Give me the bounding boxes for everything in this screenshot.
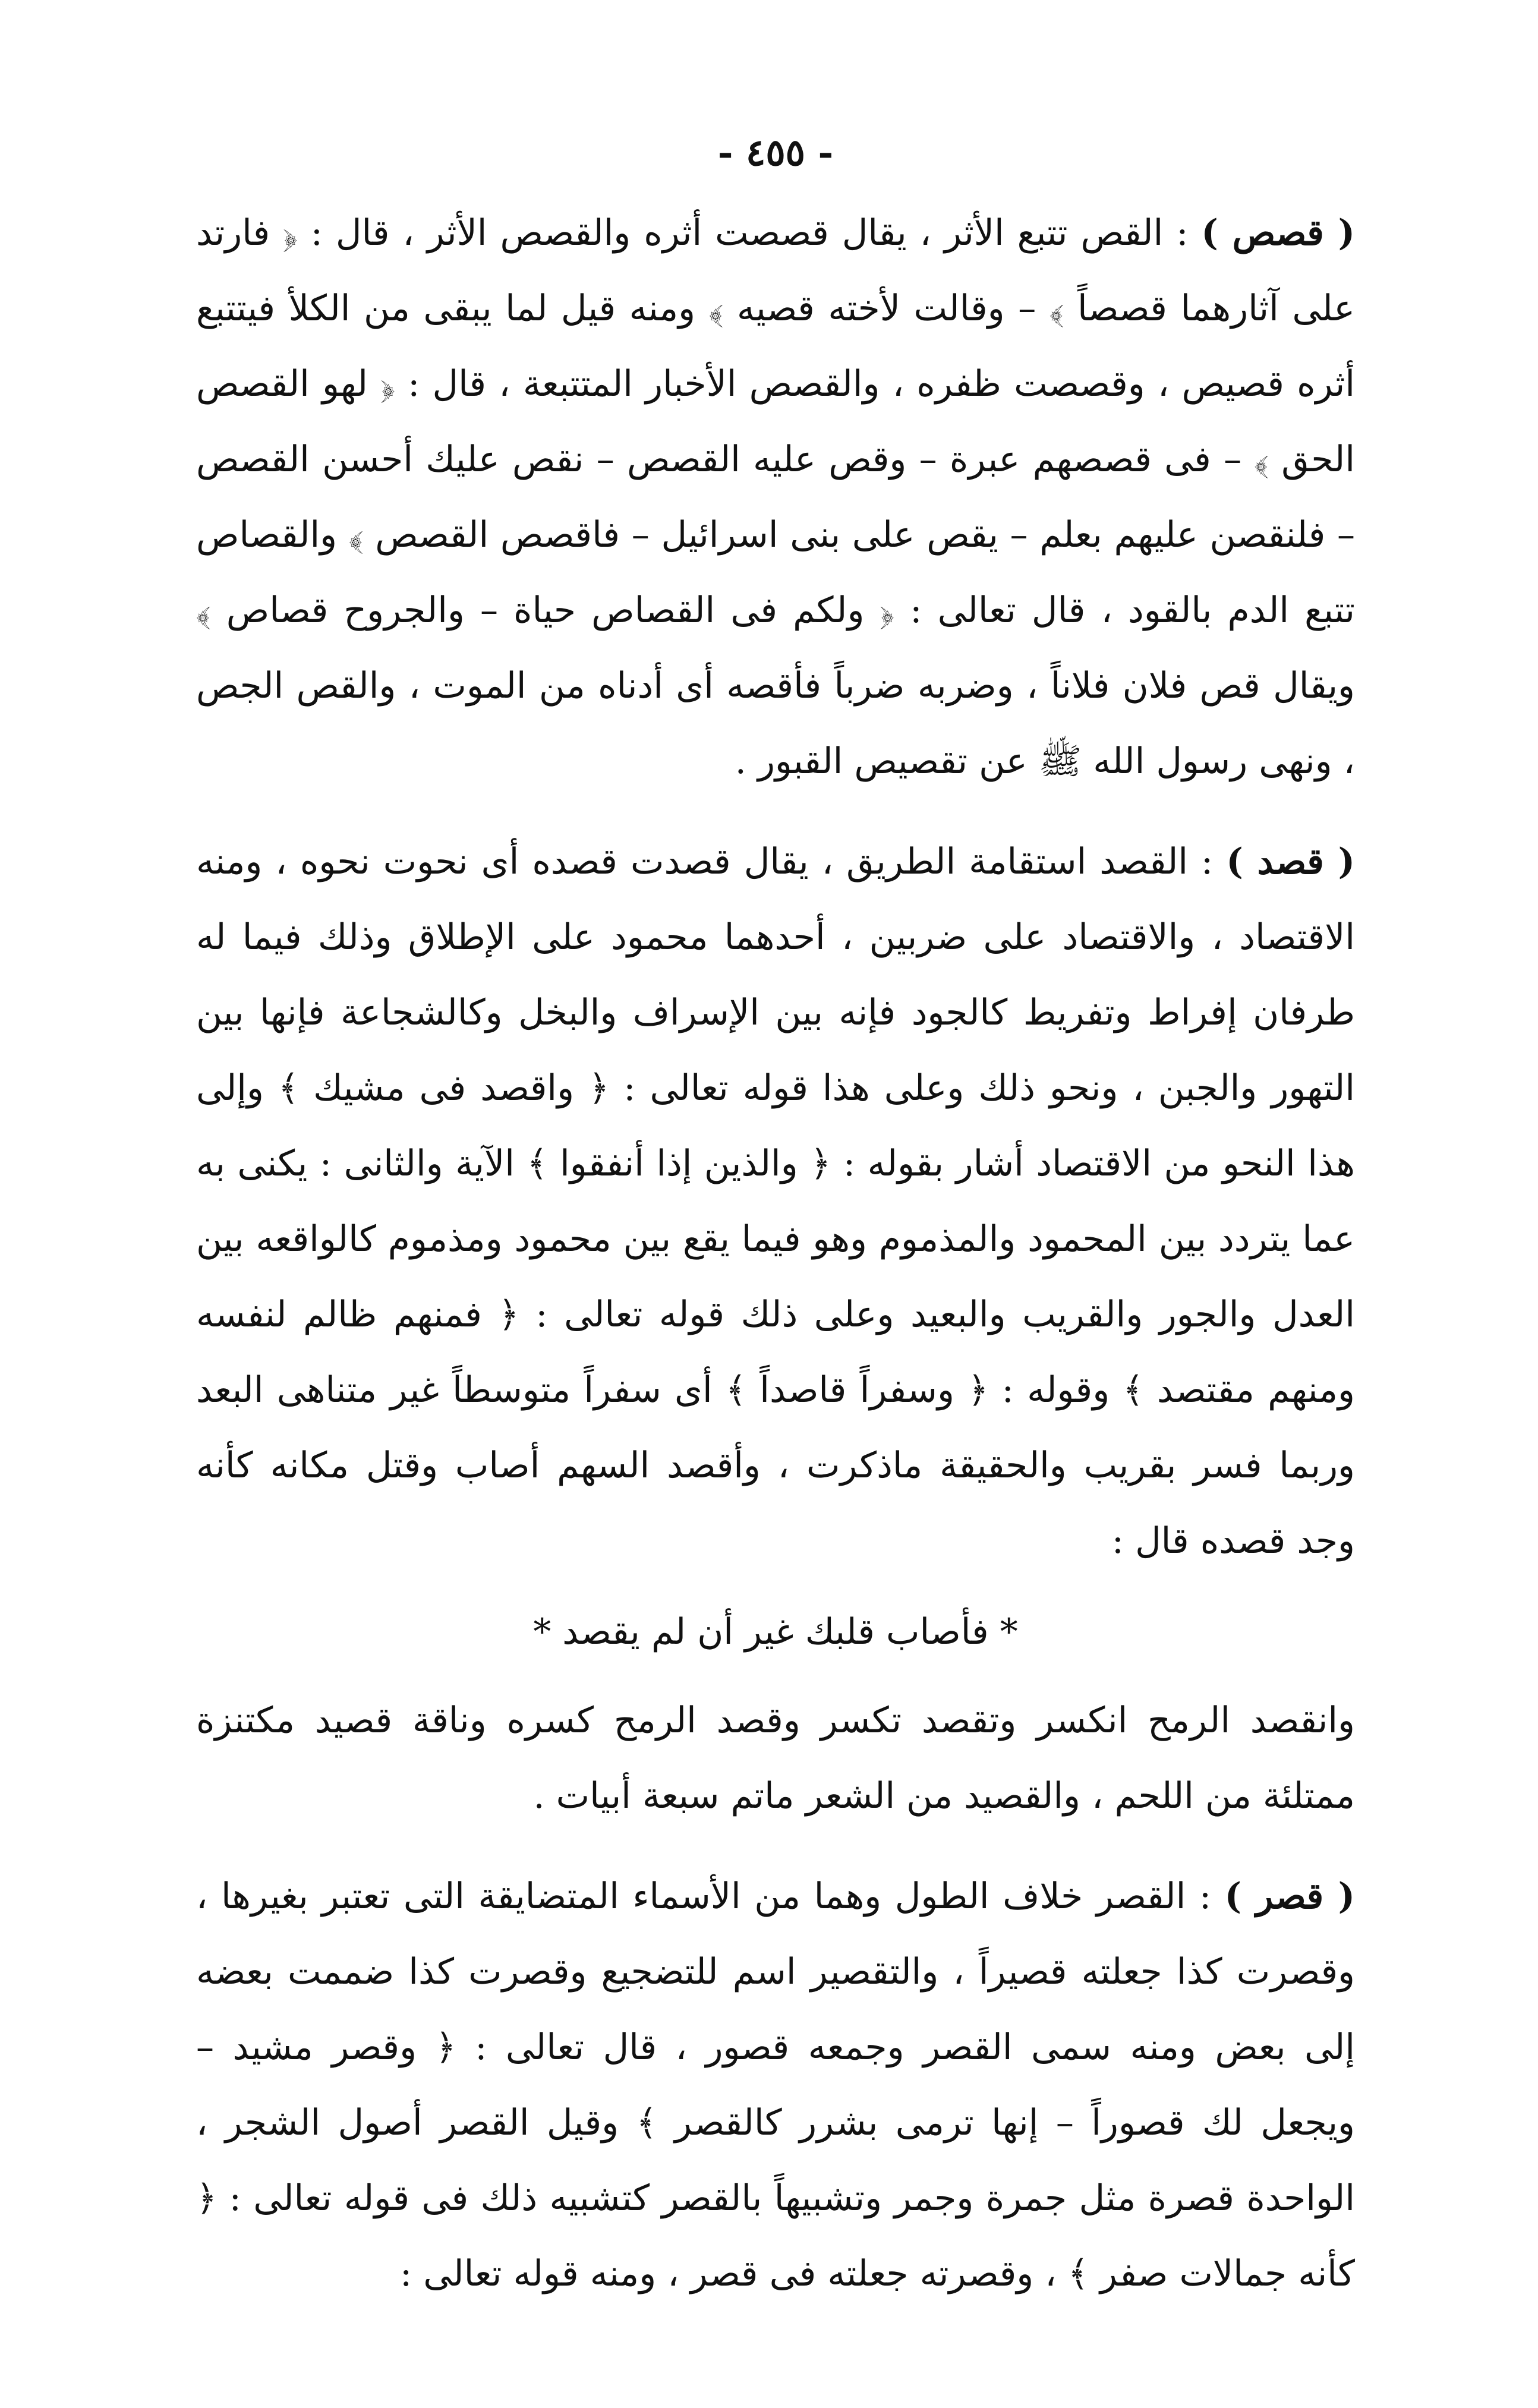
entry-qsd (196, 824, 1355, 1579)
entry-qss (196, 196, 1355, 799)
document-page (196, 131, 1355, 2330)
entry-qsd-text: : القصد استقامة الطريق ، يقال قصدت قصده أى نحوت نحوه ، ومنه الاقتصاد ، والاقتصاد على ضربين ، أحدهما محمود على الإطلاق وذلك فيما له طرفان إفراط وتفريط كالجود فإنه بين الإسراف والبخل وكالشجاعة فإنها بين التهور والجبن ، ونحو ذلك وعلى هذا قوله تعالى : ﴿ واقصد فى مشيك ﴾ وإلى هذا النحو من الاقتصاد أشار بقوله : ﴿ والذين إذا أنفقوا ﴾ الآية والثانى : يكنى به عما يتردد بين المحمود والمذموم وهو فيما يقع بين محمود ومذموم كالواقعه بين العدل والجور والقريب والبعيد وعلى ذلك قوله تعالى : ﴿ فمنهم ظالم لنفسه ومنهم مقتصد ﴾ وقوله : ﴿ وسفراً قاصداً ﴾ أى سفراً متوسطاً غير متناهى البعد وربما فسر بقريب والحقيقة ماذكرت ، وأقصد السهم أصاب وقتل مكانه كأنه وجد قصده قال : (196, 841, 1355, 1562)
entry-qsr (196, 1859, 1355, 2312)
headword-qss: ( قصص ) (1201, 212, 1355, 254)
headword-qsr: ( قصر ) (1224, 1876, 1355, 1917)
page-number: - ٤٥٥ - (717, 131, 834, 174)
entry-qsd-continuation: وانقصد الرمح انكسر وتقصد تكسر وقصد الرمح كسره وناقة قصيد مكتنزة ممتلئة من اللحم ، والقصيد من الشعر ماتم سبعة أبيات . (196, 1700, 1355, 1817)
headword-qsd: ( قصد ) (1226, 841, 1356, 882)
entry-qss-text: : القص تتبع الأثر ، يقال قصصت أثره والقصص الأثر ، قال : ﴿ فارتد على آثارهما قصصاً ﴾ – وقالت لأخته قصيه ﴾ ومنه قيل لما يبقى من الكلأ فيتتبع أثره قصيص ، وقصصت ظفره ، والقصص الأخبار المتتبعة ، قال : ﴿ لهو القصص الحق ﴾ – فى قصصهم عبرة – وقص عليه القصص – نقص عليك أحسن القصص – فلنقصن عليهم بعلم – يقص على بنى اسرائيل – فاقصص القصص ﴾ والقصاص تتبع الدم بالقود ، قال تعالى : ﴿ ولكم فى القصاص حياة – والجروح قصاص ﴾ ويقال قص فلان فلاناً ، وضربه ضرباً فأقصه أى أدناه من الموت ، والقص الجص ، ونهى رسول الله ﷺ عن تقصيص القبور . (196, 212, 1355, 782)
entry-qsr-text: : القصر خلاف الطول وهما من الأسماء المتضايقة التى تعتبر بغيرها ، وقصرت كذا جعلته قصيراً ، والتقصير اسم للتضجيع وقصرت كذا ضممت بعضه إلى بعض ومنه سمى القصر وجمعه قصور ، قال تعالى : ﴿ وقصر مشيد – ويجعل لك قصوراً – إنها ترمى بشرر كالقصر ﴾ وقيل القصر أصول الشجر ، الواحدة قصرة مثل جمرة وجمر وتشبيهاً بالقصر كتشبيه ذلك فى قوله تعالى : ﴿ كأنه جمالات صفر ﴾ ، وقصرته جعلته فى قصر ، ومنه قوله تعالى : (196, 1876, 1355, 2294)
poetry-verse: * فأصاب قلبك غير أن لم يقصد * (533, 1611, 1018, 1653)
